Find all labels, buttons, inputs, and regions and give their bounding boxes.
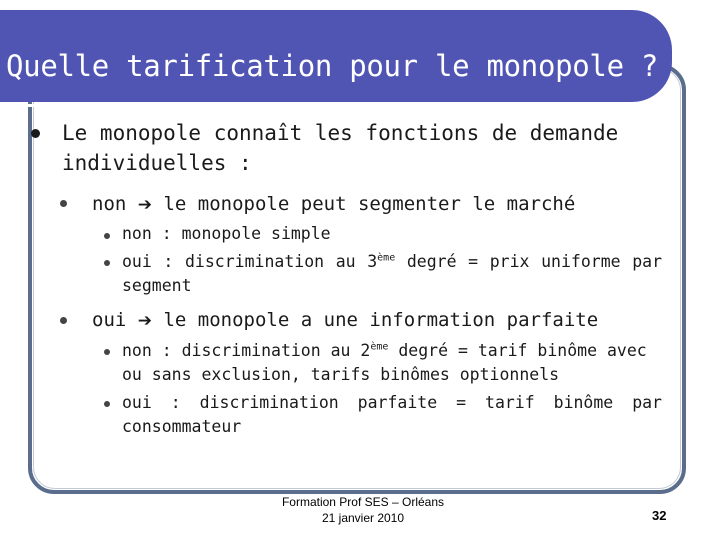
title-underline — [8, 104, 668, 107]
footer-line: Formation Prof SES – Orléans — [281, 495, 445, 509]
slide-title: Quelle tarification pour le monopole ? — [6, 49, 659, 83]
sub-bullet-non — [92, 191, 575, 218]
bullet-icon — [104, 233, 110, 239]
arrow-right-icon: ➔ — [137, 195, 153, 215]
item-text-end: degré = prix uniforme par segment — [122, 252, 662, 295]
sub-bullet-label: oui — [92, 309, 127, 331]
item-text-start: oui : discrimination au 3 — [122, 252, 378, 271]
footer — [248, 494, 478, 526]
title-bar — [0, 10, 672, 102]
bullet-icon — [60, 200, 67, 207]
bullet-icon — [104, 401, 110, 407]
list-item — [122, 339, 662, 387]
sub-bullet-text: le monopole peut segmenter le marché — [163, 193, 576, 215]
superscript: ème — [377, 252, 396, 264]
list-item — [122, 250, 662, 298]
bullet-icon — [104, 260, 110, 266]
bullet-text: individuelles : — [62, 151, 252, 175]
arrow-right-icon: ➔ — [137, 311, 153, 331]
bullet-icon — [60, 317, 67, 324]
sub-bullet-oui — [92, 307, 598, 334]
superscript: ème — [370, 341, 389, 353]
list-item: oui : discrimination parfaite = tarif binôme par consommateur — [122, 393, 662, 436]
sub-bullet-label: non — [92, 193, 127, 215]
bullet-text: Le monopole connaît les fonctions de demande — [62, 121, 619, 145]
list-item: non : monopole simple — [122, 224, 331, 243]
page-number: 32 — [652, 508, 667, 523]
item-text-end: degré = tarif binôme avec ou sans exclusion, tarifs binômes optionnels — [122, 341, 647, 384]
item-text-start: non : discrimination au 2 — [122, 341, 371, 360]
footer-line: 21 janvier 2010 — [321, 511, 405, 525]
bullet-icon — [31, 129, 40, 138]
sub-bullet-text: le monopole a une information parfaite — [163, 309, 599, 331]
bullet-icon — [104, 349, 110, 355]
